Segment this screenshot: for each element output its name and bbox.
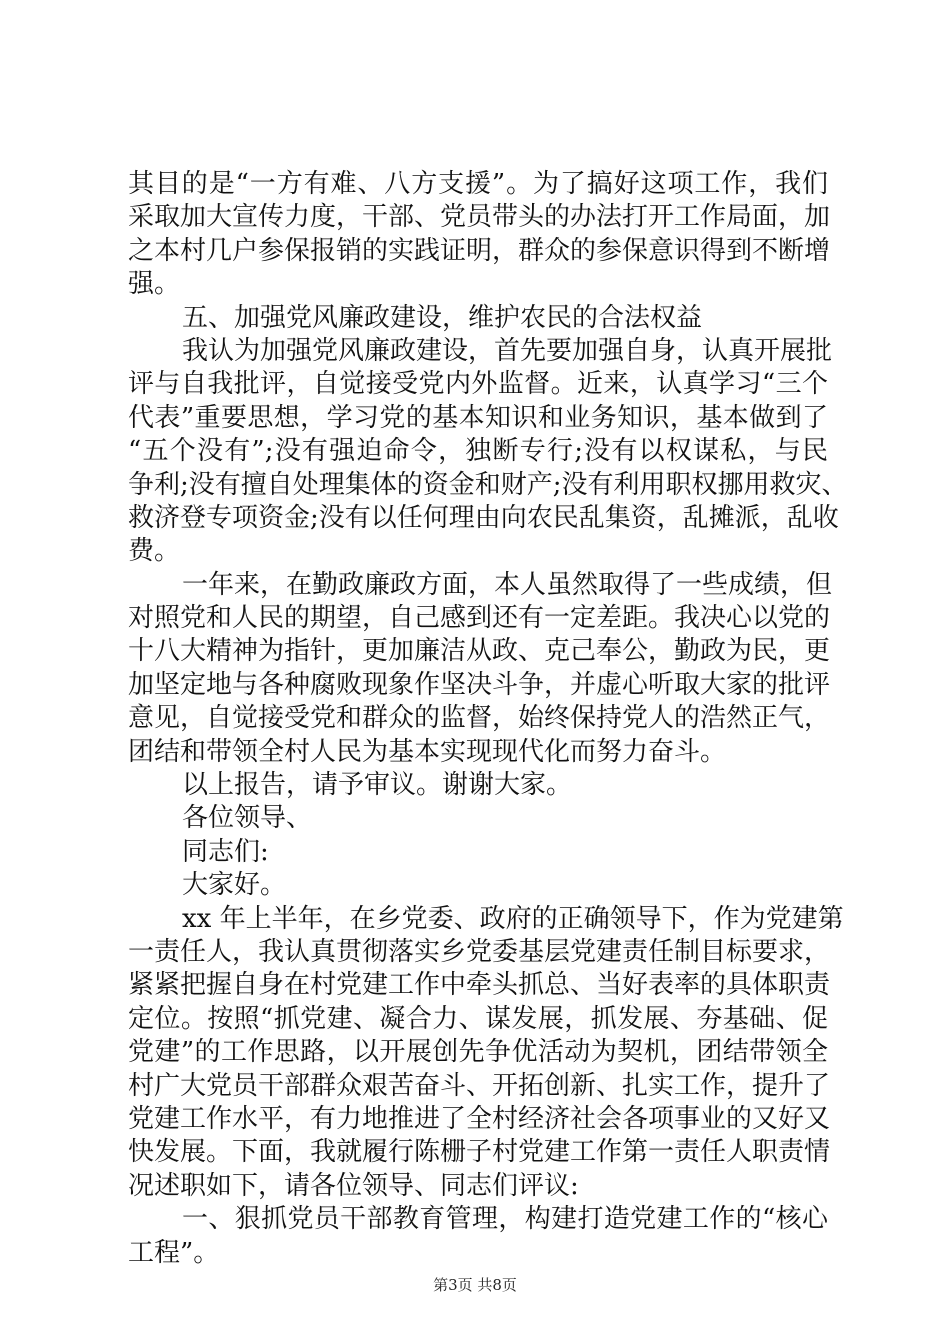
text-line: 之本村几户参保报销的实践证明，群众的参保意识得到不断增	[128, 235, 831, 266]
text-line: 各位领导、	[182, 803, 313, 834]
text-line: 一、狠抓党员干部教育管理，构建打造党建工作的“核心	[182, 1204, 828, 1235]
text-line: 评与自我批评，自觉接受党内外监督。近来，认真学习“三个	[128, 369, 828, 400]
text-line: 紧紧把握自身在村党建工作中牵头抓总、当好表率的具体职责	[128, 970, 831, 1001]
paragraph	[128, 769, 828, 802]
text-line: 快发展。下面，我就履行陈栅子村党建工作第一责任人职责情	[128, 1137, 831, 1168]
text-line: 代表”重要思想，学习党的基本知识和业务知识，基本做到了	[128, 402, 828, 433]
text-line: 同志们:	[182, 836, 269, 867]
text-line: 大家好。	[182, 870, 287, 901]
text-line: 定位。按照“抓党建、凝合力、谋发展，抓发展、夯基础、促	[128, 1003, 828, 1034]
text-line: 工程”。	[128, 1237, 220, 1268]
text-line: 争利;没有擅自处理集体的资金和财产;没有利用职权挪用救灾、	[128, 469, 848, 500]
paragraph	[128, 335, 848, 569]
text-line: 加坚定地与各种腐败现象作坚决斗争，并虚心听取大家的批评	[128, 669, 831, 700]
text-line: 一责任人，我认真贯彻落实乡党委基层党建责任制目标要求，	[128, 936, 831, 967]
paragraph	[128, 802, 828, 835]
text-line: 我认为加强党风廉政建设，首先要加强自身，认真开展批	[182, 335, 833, 366]
text-line: 意见，自觉接受党和群众的监督，始终保持党人的浩然正气，	[128, 703, 831, 734]
text-line: xx 年上半年，在乡党委、政府的正确领导下，作为党建第	[182, 903, 844, 934]
text-line: 强。	[128, 269, 181, 300]
paragraph	[128, 869, 828, 902]
text-line: “五个没有”;没有强迫命令，独断专行;没有以权谋私，与民	[128, 436, 828, 467]
text-line: 况述职如下，请各位领导、同志们评议:	[128, 1170, 579, 1201]
paragraph	[128, 836, 828, 869]
document-body	[128, 168, 848, 1270]
page-footer: 第3页 共8页	[433, 1276, 517, 1294]
text-line: 十八大精神为指针，更加廉洁从政、克己奉公，勤政为民，更	[128, 636, 831, 667]
text-line: 费。	[128, 536, 181, 567]
text-line: 党建工作水平，有力地推进了全村经济社会各项事业的又好又	[128, 1103, 831, 1134]
paragraph	[128, 903, 844, 1204]
text-line: 五、加强党风廉政建设，维护农民的合法权益	[182, 302, 703, 333]
text-line: 以上报告，请予审议。谢谢大家。	[182, 770, 573, 801]
paragraph	[128, 168, 831, 302]
text-line: 一年来，在勤政廉政方面，本人虽然取得了一些成绩，但	[182, 569, 833, 600]
text-line: 采取加大宣传力度，干部、党员带头的办法打开工作局面，加	[128, 202, 831, 233]
paragraph	[128, 302, 828, 335]
text-line: 对照党和人民的期望，自己感到还有一定差距。我决心以党的	[128, 603, 831, 634]
text-line: 救济登专项资金;没有以任何理由向农民乱集资，乱摊派，乱收	[128, 502, 839, 533]
text-line: 其目的是“一方有难、八方支援”。为了搞好这项工作，我们	[128, 169, 828, 199]
text-line: 团结和带领全村人民为基本实现现代化而努力奋斗。	[128, 736, 727, 767]
text-line: 村广大党员干部群众艰苦奋斗、开拓创新、扎实工作，提升了	[128, 1070, 831, 1101]
paragraph	[128, 1203, 828, 1270]
text-line: 党建”的工作思路，以开展创先争优活动为契机，团结带领全	[128, 1037, 828, 1068]
paragraph	[128, 569, 833, 769]
